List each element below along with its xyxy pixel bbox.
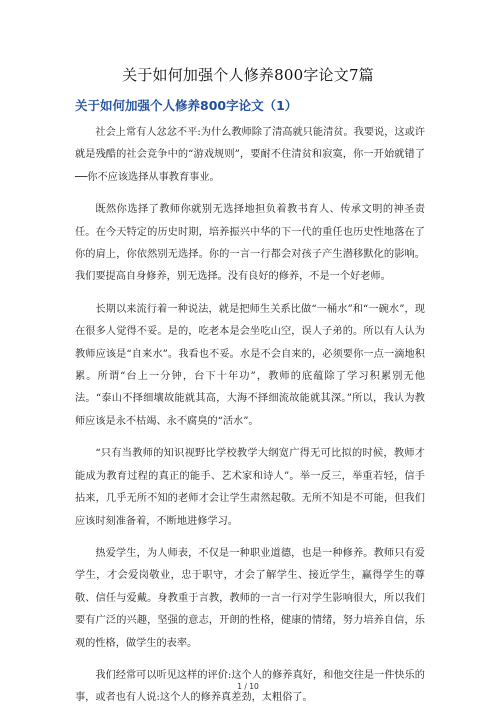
paragraph: 既然你选择了教师你就别无选择地担负着教书育人、传承文明的神圣责任。在今天特定的历史时期，培养振兴中华的下一代的重任也历史性地落在了你的肩上，你依然别无选择。你的一言一行都会对孩子产生潜移默化的影响。我们要提高自身修养，别无选择。没有良好的修养，不是一个好老师。	[75, 204, 425, 283]
paragraph: “只有当教师的知识视野比学校教学大纲宽广得无可比拟的时候，教师才能成为教育过程的真正的能手、艺术家和诗人”。举一反三，举重若轻，信手拈来，几乎无所不知的老师才会让学生肃然起敬。无所不知是不可能，但我们应该时刻准备着，不断地进修学习。	[75, 448, 425, 527]
section-heading: 关于如何加强个人修养800字论文（1）	[75, 98, 298, 113]
page-number: 1 / 10	[237, 682, 259, 691]
paragraph: 我们经常可以听见这样的评价:这个人的修养真好，和他交往是一件快乐的事，或者也有人说:这个人的修养真差劲，太粗俗了。	[75, 669, 425, 704]
paragraph: 长期以来流行着一种说法，就是把师生关系比做“一桶水”和“一碗水”，现在很多人觉得不妥。是的，吃老本是会坐吃山空，误人子弟的。所以有人认为教师应该是“自来水”。我看也不妥。水是不会自来的，必须要你一点一滴地积累。所谓“台上一分钟，台下十年功”，教师的底蕴除了学习积累别无他法。“泰山不择细壤故能就其高，大海不择细流故能就其深。”所以，我认为教师应该是永不枯竭、永不腐臭的“活水”。	[75, 303, 425, 427]
paragraph: 社会上常有人忿忿不平:为什么教师除了清高就只能清贫。我要说，这或许就是残酷的社会竞争中的“游戏规则”，要耐不住清贫和寂寞，你一开始就错了──你不应该选择从事教育事业。	[75, 127, 425, 183]
body-text	[75, 122, 425, 720]
paragraph: 热爱学生，为人师表，不仅是一种职业道德，也是一种修养。教师只有爱学生，才会爱岗敬业，忠于职守，才会了解学生、接近学生，赢得学生的尊敬、信任与爱戴。身教重于言教，教师的一言一行对学生影响很大，所以我们要有广泛的兴趣，坚强的意志，开朗的性格，健康的情绪，努力培养自信，乐观的性格，做学生的表率。	[75, 547, 425, 649]
document-title: 关于如何加强个人修养800字论文7篇	[122, 66, 374, 84]
